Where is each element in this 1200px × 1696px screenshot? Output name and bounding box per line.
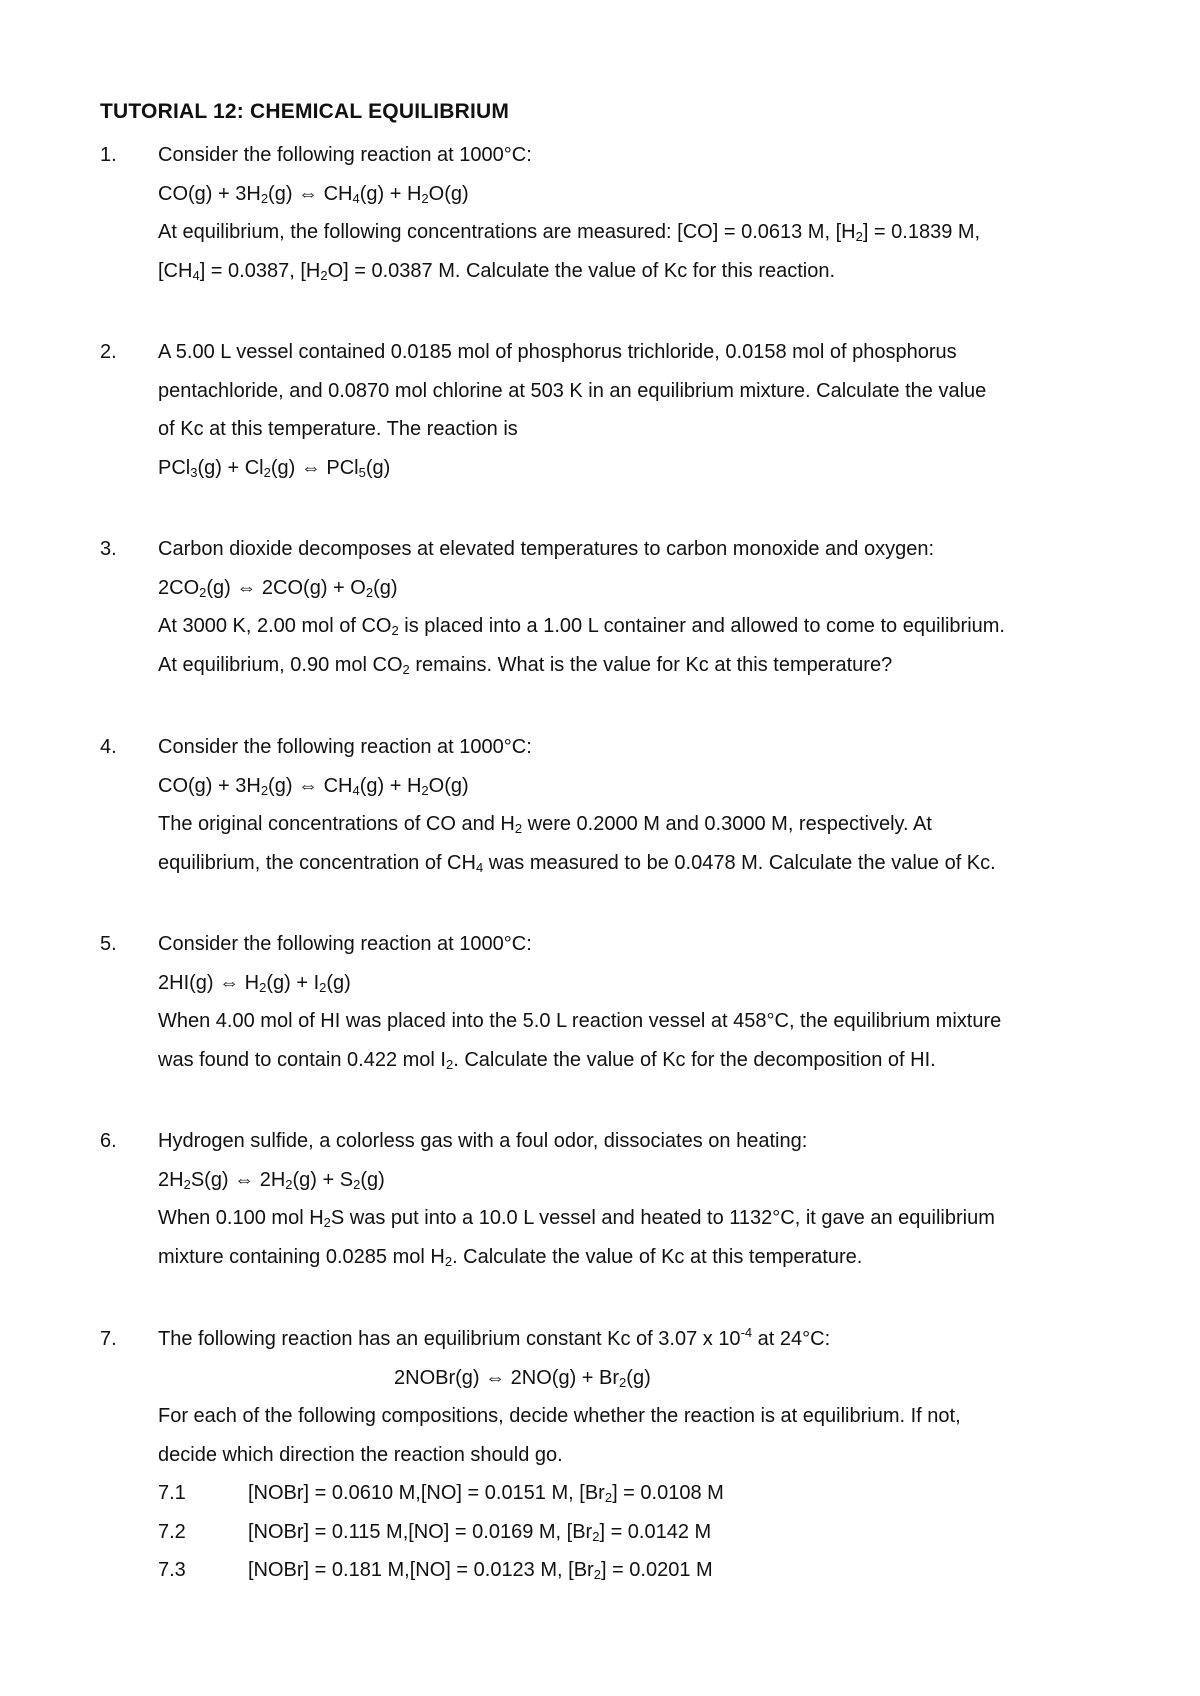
sub-question-text: [NOBr] = 0.0610 M,[NO] = 0.0151 M, $[Br_2] = 0.0108$ M [248, 1482, 724, 1505]
reaction-equation: 2HI(g) ⇔ $H_2(g) + I_2(g)$ [158, 971, 351, 995]
question-line: was found to contain 0.422 mol $I_2$. Calculate the value of Kc for the decomposition of HI. [158, 1048, 936, 1072]
reaction-equation: $CO(g) + 3H_2(g)$ ⇔ $CH_4(g) + H_2O(g)$ [158, 774, 469, 798]
question-number: 2. [100, 341, 117, 363]
question-line: $[CH_4] = 0.0387$, $[H_2O] = 0.0387$ M. Calculate the value of Kc for this reaction. [158, 259, 836, 283]
question-line: Carbon dioxide decomposes at elevated temperatures to carbon monoxide and oxygen: [158, 538, 935, 560]
reaction-equation: 2NOBr(g) ⇔ $2NO(g) + Br_2(g)$ [394, 1366, 651, 1390]
question-number: 7. [100, 1328, 117, 1350]
question-7 [100, 1320, 1140, 1590]
sub-question-number: 7.1 [158, 1482, 186, 1504]
question-line: Hydrogen sulfide, a colorless gas with a foul odor, dissociates on heating: [158, 1130, 808, 1152]
reaction-equation: $CO(g) + 3H_2(g)$ ⇔ $CH_4(g) + H_2O(g)$ [158, 182, 469, 206]
reaction-equation: $PCl_3(g) + Cl_2(g)$ ⇔ PCl$_5$(g) [158, 456, 391, 480]
question-line: Consider the following reaction at 1000°C: [158, 144, 532, 166]
question-line: For each of the following compositions, decide whether the reaction is at equilibrium. If not, [158, 1405, 961, 1427]
sub-question-number: 7.3 [158, 1559, 186, 1581]
question-line: At equilibrium, 0.90 mol $CO_2$ remains. What is the value for Kc at this temperature? [158, 653, 893, 677]
reaction-equation: $2H_2S(g)$ ⇔ $2H_2(g) + S_2(g)$ [158, 1168, 385, 1192]
question-line: Consider the following reaction at 1000°C: [158, 736, 532, 758]
question-line: pentachloride, and 0.0870 mol chlorine at 503 K in an equilibrium mixture. Calculate the value [158, 379, 987, 402]
question-4 [100, 728, 1140, 882]
question-line: At 3000 K, 2.00 mol of $CO_2$ is placed into a 1.00 L container and allowed to come to equilibrium. [158, 615, 1005, 638]
question-2 [100, 333, 1140, 487]
question-5 [100, 925, 1140, 1079]
question-number: 3. [100, 538, 117, 560]
question-line: mixture containing 0.0285 mol $H_2$. Calculate the value of Kc at this temperature. [158, 1245, 863, 1269]
question-line: When 4.00 mol of HI was placed into the 5.0 L reaction vessel at 458°C, the equilibrium mixture [158, 1010, 1002, 1032]
sub-question-7-2 [158, 1513, 1140, 1552]
reaction-equation: $2CO_2(g)$ ⇔ $2CO(g) + O_2(g)$ [158, 576, 398, 600]
question-line: Consider the following reaction at 1000°C: [158, 933, 532, 955]
question-number: 6. [100, 1130, 117, 1152]
question-6 [100, 1122, 1140, 1276]
question-number: 5. [100, 933, 117, 955]
question-line: At equilibrium, the following concentrations are measured: [CO] = 0.0613 M, $[H_2] = 0.1839$ M, [158, 221, 981, 244]
question-3 [100, 530, 1140, 684]
question-number: 4. [100, 736, 117, 758]
question-1 [100, 136, 1140, 290]
page-title: TUTORIAL 12: CHEMICAL EQUILIBRIUM [100, 100, 510, 123]
sub-question-number: 7.2 [158, 1520, 186, 1543]
question-line: The original concentrations of CO and $H_2$ were 0.2000 M and 0.3000 M, respectively. At [158, 813, 932, 836]
question-line: A 5.00 L vessel contained 0.0185 mol of phosphorus trichloride, 0.0158 mol of phosphorus [158, 341, 957, 363]
sub-question-7-3 [158, 1551, 1140, 1590]
sub-question-7-1 [158, 1474, 1140, 1513]
question-line: equilibrium, the concentration of $CH_4$ was measured to be 0.0478 M. Calculate the value of Kc. [158, 851, 996, 875]
question-line: The following reaction has an equilibrium constant Kc of 3.07 x $10^{-4}$ at 24°C: [158, 1325, 831, 1350]
sub-question-text: [NOBr] = 0.115 M,[NO] = 0.0169 M, $[Br_2] = 0.0142$ M [248, 1520, 712, 1544]
sub-question-text: [NOBr] = 0.181 M,[NO] = 0.0123 M, $[Br_2] = 0.0201$ M [248, 1559, 713, 1582]
question-line: decide which direction the reaction should go. [158, 1443, 563, 1466]
question-line: of Kc at this temperature. The reaction is [158, 418, 518, 440]
question-number: 1. [100, 144, 117, 166]
question-line: When 0.100 mol $H_2S$ was put into a 10.0 L vessel and heated to 1132°C, it gave an equilibrium [158, 1207, 995, 1230]
